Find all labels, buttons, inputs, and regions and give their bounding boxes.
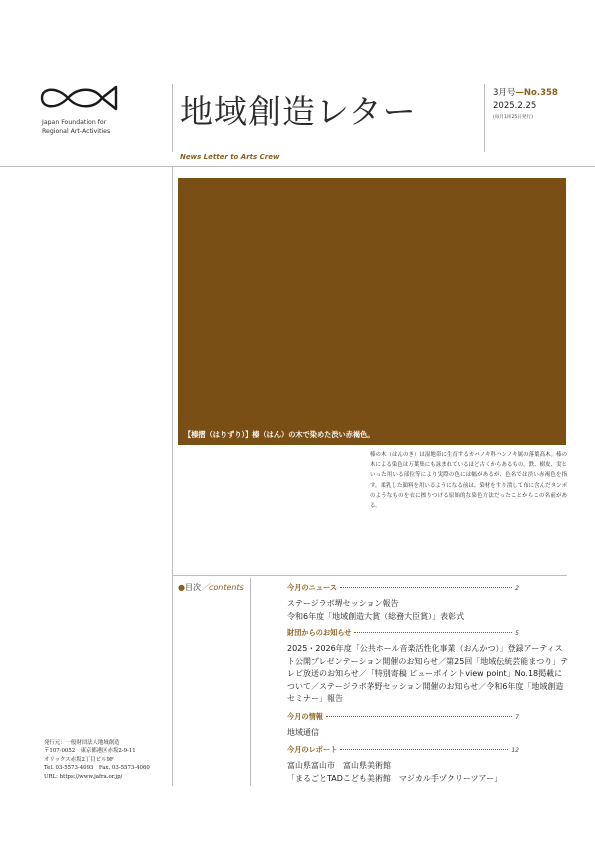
toc-section-title: 今月のニュース [287,583,337,592]
header-divider-right [484,84,485,152]
toc-item: ステージラボ堺セッション報告 [287,599,399,608]
header-rule [0,166,595,167]
page-title: 地域創造レター [180,92,417,131]
toc-section-news[interactable] [287,583,519,593]
toc-leader [354,632,512,633]
toc-page-number: 2 [515,584,519,592]
toc-section-title: 今月の情報 [287,712,323,721]
header-divider-left [172,84,173,152]
issue-date: 2025.2.25 [493,101,537,111]
page-subtitle: News Letter to Arts Crew [180,153,280,161]
cover-caption-body: 榛の木（はんのき）は湿地帯に生育するカバノキ科ハンノキ属の落葉高木。榛の木による染色は万葉集にも詠まれているほど古くからあるもの。鉄、樹皮、実といった用いる部位等により実際の色には幅があるが、色名では渋い赤褐色を指す。柔乳した顔料を用いるようになる前は、染材をすり潰して布に含んだタンポのようなものを衣に擦りつける原始的な染色方法だったことからこの名前がある。 [370,452,567,510]
contents-rule [172,575,567,576]
issue-number [493,86,558,98]
main-column-rule [172,166,173,786]
toc-page-number: 7 [515,713,519,721]
publisher-postal: 〒107-0052 東京都港区赤坂2-9-11 [44,748,136,755]
publisher-building: オリックス赤坂2丁目ビル9F [44,756,114,763]
toc-leader [340,749,508,750]
contents-label [178,582,244,593]
toc-item: 地域通信 [287,728,319,737]
foundation-name-line1: Japan Foundation for [42,119,107,126]
foundation-name [42,119,110,136]
cover-color-swatch [178,178,566,445]
toc-items-news [287,598,569,623]
toc-items-info [287,727,569,740]
contents-label-jp: 目次 [184,583,201,592]
issue-no: —No.358 [515,88,558,98]
toc-leader [340,587,512,588]
publisher-url[interactable]: URL: https://www.jafra.or.jp/ [44,773,123,780]
contents-divider [250,578,251,786]
bullet-icon: ● [178,583,185,592]
toc-page-number: 12 [511,746,519,754]
toc-section-title: 財団からのお知らせ [287,628,352,637]
issue-frequency: (毎月1回25日発行) [493,115,533,120]
toc-items-report [287,760,569,785]
foundation-logo [40,83,118,113]
toc-section-info[interactable] [287,712,519,722]
toc-section-title: 今月のレポート [287,745,338,754]
toc-section-report[interactable] [287,745,519,755]
toc-leader [326,716,512,717]
contents-label-en: ／contents [200,583,244,592]
issue-month: 3月号 [493,88,516,98]
toc-items-foundation [287,643,569,706]
toc-item: 富山県富山市 富山県美術館 [287,761,391,770]
publisher-name: 発行元：一般財団法人地域創造 [44,740,120,746]
foundation-name-line2: Regional Art-Activities [42,127,111,135]
toc-item: 令和6年度「地域創造大賞（総務大臣賞）」表彰式 [287,611,465,621]
toc-section-foundation[interactable] [287,628,519,638]
cover-caption-title: 【榛摺（はりずり）】榛（はん）の木で染めた渋い赤褐色。 [184,430,375,439]
publisher-phone: Tel. 03-5573-4093 Fax. 03-5573-4060 [44,765,150,772]
publisher-info [44,739,150,781]
toc-page-number: 5 [515,629,519,637]
toc-item: 「まるごとTADこども美術館 マジカル手ヅクリーツアー」 [287,773,503,783]
toc-item: 2025・2026年度「公共ホール音楽活性化事業（おんかつ）」登録アーティスト公開プレゼンテーション開催のお知らせ／第25回「地域伝統芸能まつり」テレビ放送のお知らせ／「特別寄稿 ビューポイントview point」No.18掲載について／ステージラボ茅野セッション開催のお知らせ／令和6年度「地域創造セミナー」報告 [287,644,569,704]
